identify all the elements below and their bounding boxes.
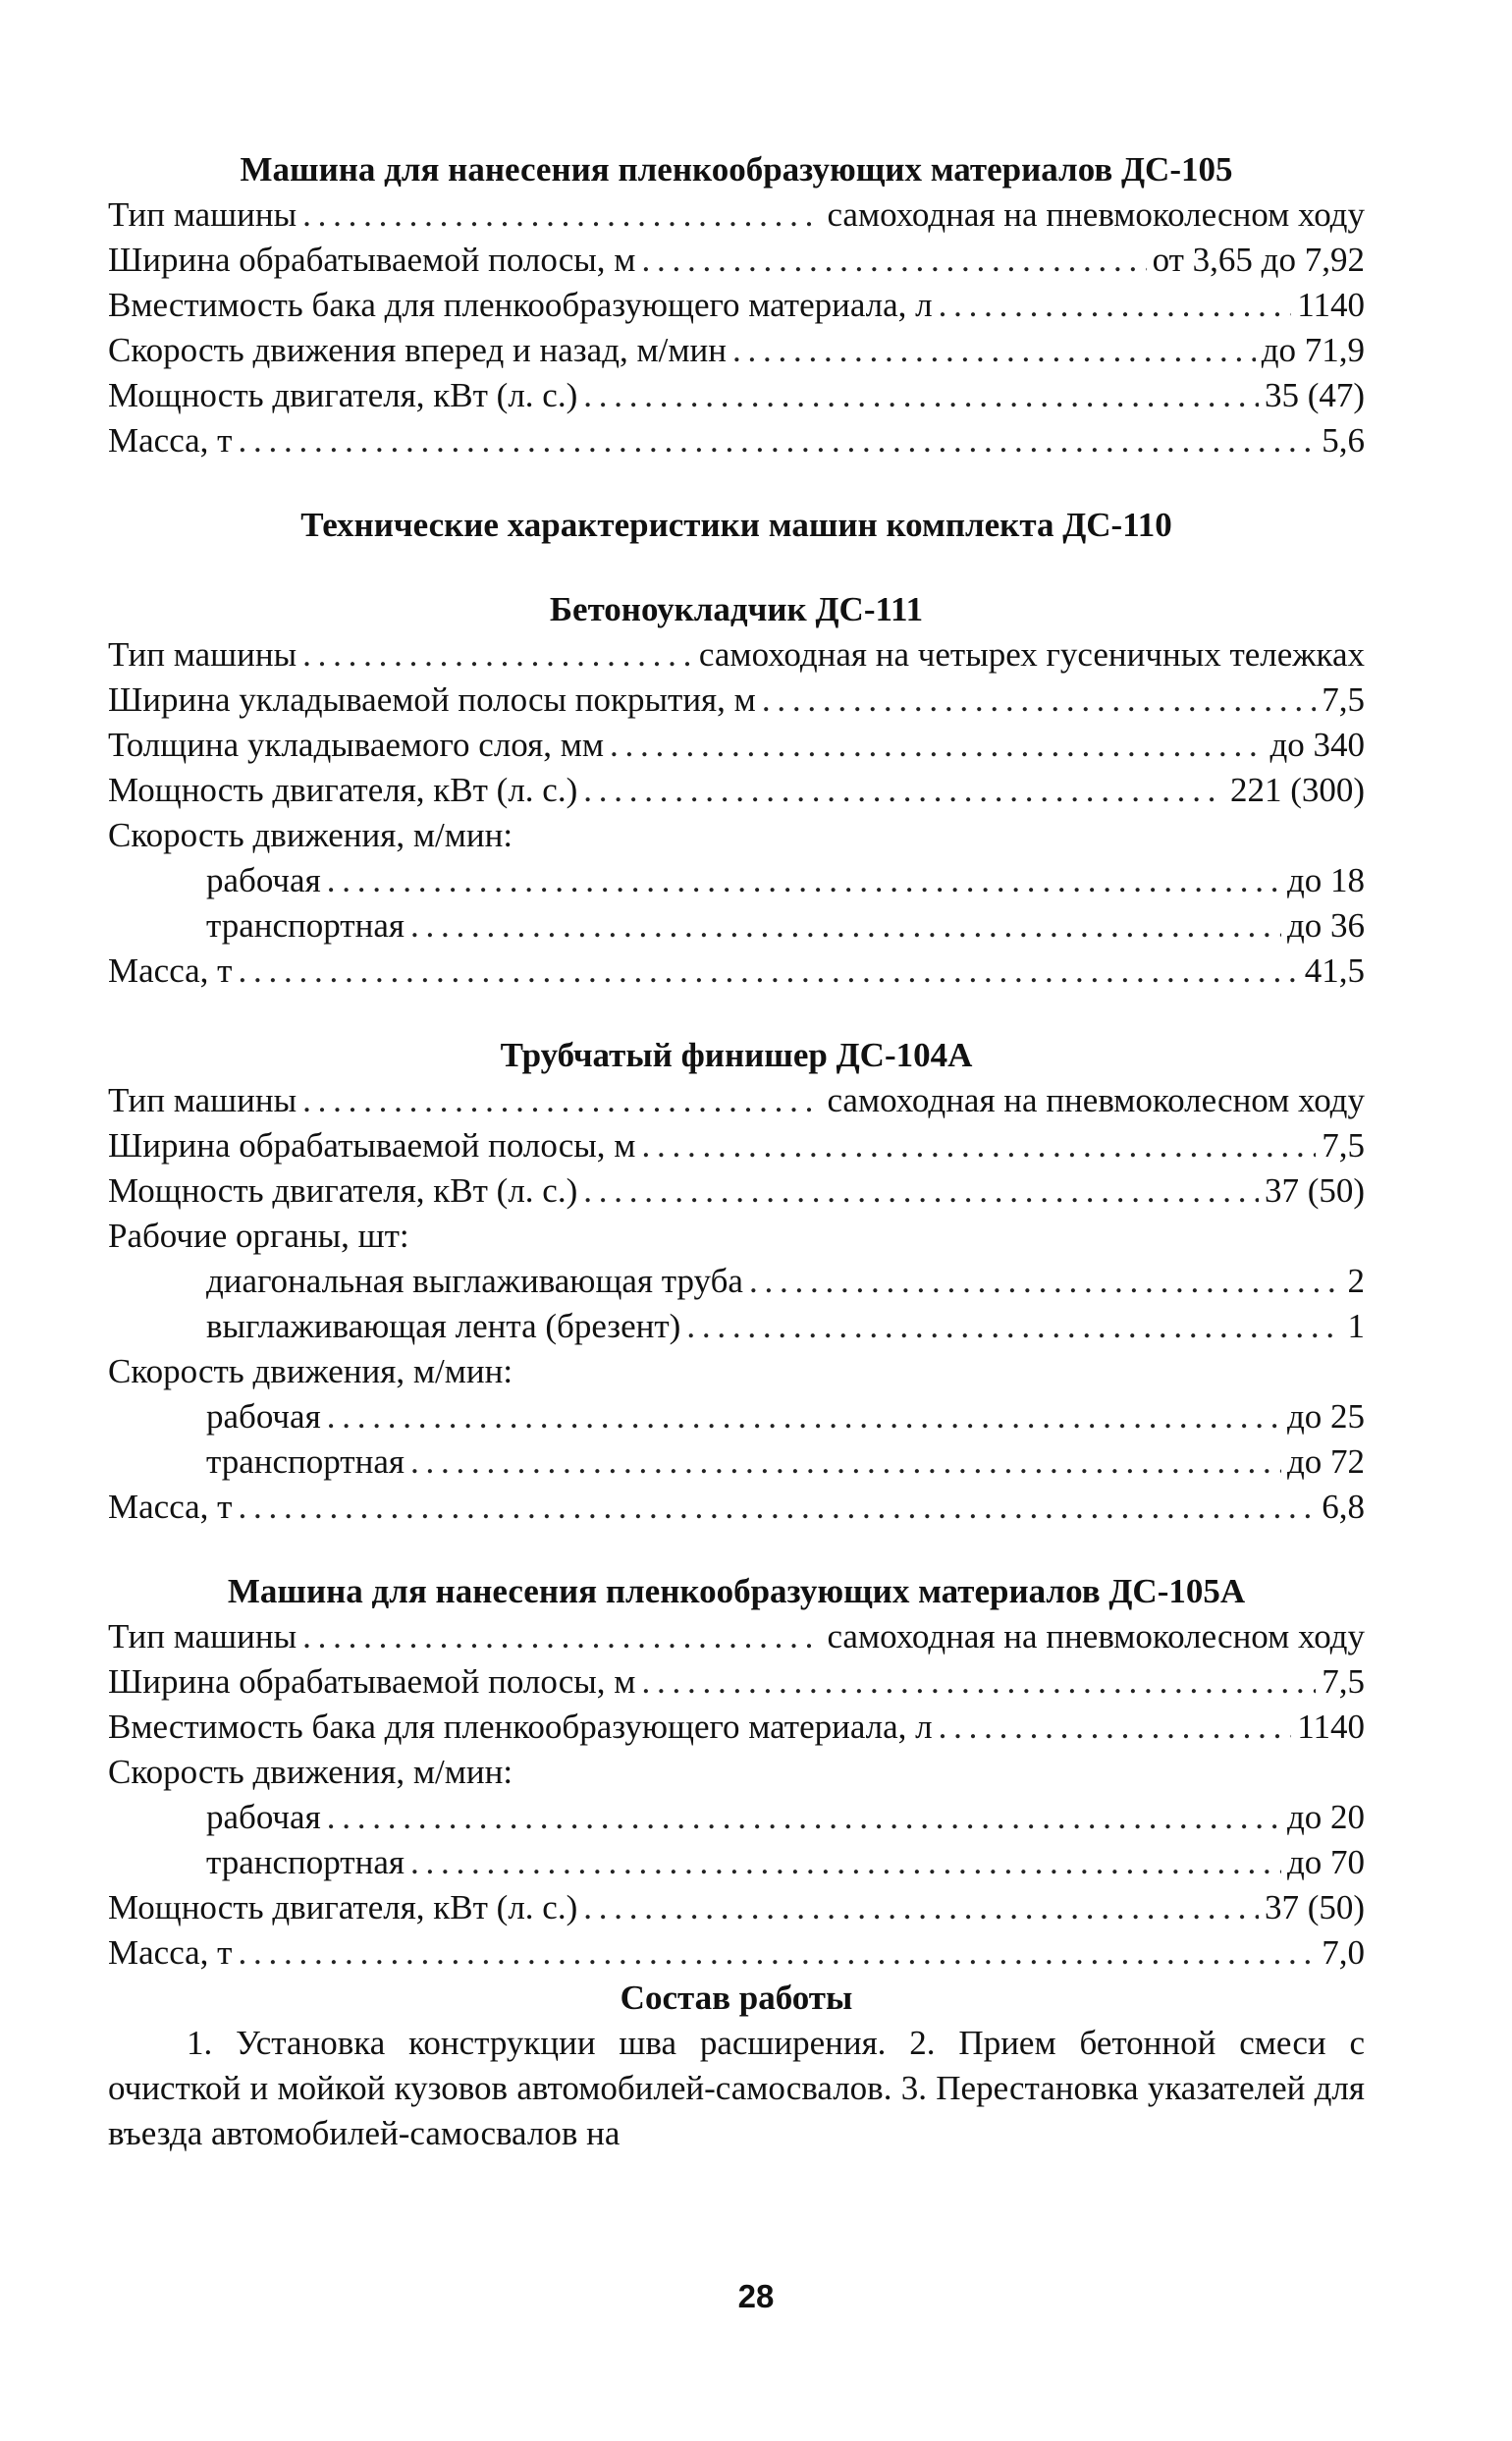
work-paragraph [108, 2021, 1365, 2156]
spec-value: до 36 [1286, 906, 1365, 945]
spec-value: 37 (50) [1264, 1888, 1365, 1926]
spec-label: Тип машины [108, 635, 297, 674]
spec-row [108, 283, 1365, 328]
leader-dots [686, 1304, 1341, 1349]
spec-row [108, 1795, 1365, 1840]
spec-value: до 25 [1286, 1397, 1365, 1436]
spec-label: Масса, т [108, 421, 233, 460]
leader-dots [302, 1078, 821, 1123]
spec-label: Ширина обрабатываемой полосы, м [108, 1662, 636, 1701]
leader-dots [302, 1614, 821, 1659]
spec-label: диагональная выглаживающая труба [206, 1262, 743, 1300]
section-title: Трубчатый финишер ДС-104А [500, 1036, 973, 1074]
leader-dots [302, 192, 821, 238]
spec-row [108, 328, 1365, 373]
spec-value: 7,5 [1322, 680, 1365, 719]
leader-dots [610, 723, 1264, 768]
spec-label: транспортная [206, 1442, 405, 1481]
spec-row [108, 1123, 1365, 1168]
spec-label: рабочая [206, 861, 321, 899]
spec-label: Скорость движения вперед и назад, м/мин [108, 331, 727, 369]
leader-dots [238, 1930, 1316, 1976]
spec-label: Ширина укладываемой полосы покрытия, м [108, 680, 756, 719]
spec-label: Мощность двигателя, кВт (л. с.) [108, 1171, 578, 1210]
spec-label: Ширина обрабатываемой полосы, м [108, 1126, 636, 1165]
work-title: Состав работы [620, 1979, 853, 2017]
leader-dots [583, 373, 1259, 418]
spec-row [108, 1485, 1365, 1530]
leader-dots [641, 238, 1146, 283]
spec-value: 5,6 [1322, 421, 1365, 460]
leader-dots [641, 1659, 1316, 1705]
leader-dots [410, 1439, 1281, 1485]
spec-row [108, 1705, 1365, 1750]
leader-dots [327, 1795, 1281, 1840]
leader-dots [302, 632, 693, 678]
spec-row [108, 632, 1365, 678]
spec-row [108, 373, 1365, 418]
spec-row [108, 1930, 1365, 1976]
spec-value: от 3,65 до 7,92 [1152, 241, 1365, 279]
spec-label: транспортная [206, 906, 405, 945]
leader-dots [749, 1259, 1342, 1304]
spec-label: Мощность двигателя, кВт (л. с.) [108, 1888, 578, 1926]
spec-row [108, 1659, 1365, 1705]
spec-value: 7,5 [1322, 1126, 1365, 1165]
section-title: Машина для нанесения пленкообразующих материалов ДС-105 [240, 150, 1233, 189]
spec-row [108, 1304, 1365, 1349]
spec-row [108, 1439, 1365, 1485]
spec-row [108, 418, 1365, 463]
spec-label: Тип машины [108, 195, 297, 234]
section-heading: Технические характеристики машин комплекта ДС-110 [300, 506, 1172, 544]
spec-value: самоходная на четырех гусеничных тележках [698, 635, 1365, 674]
leader-dots [583, 1885, 1259, 1930]
spec-label: Масса, т [108, 1488, 233, 1526]
page-number: 28 [737, 2278, 775, 2314]
spec-row [108, 1394, 1365, 1439]
spec-row [108, 1614, 1365, 1659]
spec-group-label: Скорость движения, м/мин: [108, 816, 513, 854]
spec-value: до 18 [1286, 861, 1365, 899]
spec-row [108, 903, 1365, 949]
spec-label: Масса, т [108, 951, 233, 990]
document-page [108, 147, 1365, 2156]
spec-value: 1140 [1297, 286, 1365, 324]
spec-value: 221 (300) [1229, 771, 1365, 809]
leader-dots [939, 1705, 1292, 1750]
spec-value: самоходная на пневмоколесном ходу [827, 1081, 1365, 1119]
spec-label: Вместимость бака для пленкообразующего материала, л [108, 286, 933, 324]
section-title: Машина для нанесения пленкообразующих материалов ДС-105А [227, 1572, 1246, 1610]
spec-value: 1 [1347, 1307, 1365, 1345]
spec-label: Мощность двигателя, кВт (л. с.) [108, 376, 578, 414]
spec-row [108, 1168, 1365, 1214]
leader-dots [238, 1485, 1316, 1530]
leader-dots [327, 858, 1281, 903]
spec-group-label: Скорость движения, м/мин: [108, 1352, 513, 1390]
spec-row [108, 768, 1365, 813]
spec-label: Тип машины [108, 1617, 297, 1655]
spec-row [108, 678, 1365, 723]
spec-value: до 71,9 [1261, 331, 1365, 369]
spec-value: 37 (50) [1264, 1171, 1365, 1210]
spec-row [108, 949, 1365, 994]
spec-row [108, 1259, 1365, 1304]
spec-value: 6,8 [1322, 1488, 1365, 1526]
leader-dots [410, 903, 1281, 949]
spec-row [108, 723, 1365, 768]
leader-dots [583, 1168, 1259, 1214]
spec-value: самоходная на пневмоколесном ходу [827, 1617, 1365, 1655]
spec-value: 41,5 [1304, 951, 1365, 990]
spec-value: 2 [1347, 1262, 1365, 1300]
leader-dots [238, 949, 1298, 994]
spec-group-label: Скорость движения, м/мин: [108, 1753, 513, 1791]
spec-label: Ширина обрабатываемой полосы, м [108, 241, 636, 279]
spec-value: до 70 [1286, 1843, 1365, 1881]
leader-dots [939, 283, 1292, 328]
leader-dots [641, 1123, 1316, 1168]
spec-row [108, 238, 1365, 283]
spec-value: до 340 [1269, 726, 1365, 764]
spec-label: выглаживающая лента (брезент) [206, 1307, 681, 1345]
leader-dots [238, 418, 1316, 463]
spec-value: 1140 [1297, 1708, 1365, 1746]
leader-dots [327, 1394, 1281, 1439]
spec-value: до 72 [1286, 1442, 1365, 1481]
spec-value: 35 (47) [1264, 376, 1365, 414]
spec-row [108, 1078, 1365, 1123]
spec-value: до 20 [1286, 1798, 1365, 1836]
spec-label: Масса, т [108, 1933, 233, 1972]
spec-value: 7,5 [1322, 1662, 1365, 1701]
spec-group-label: Рабочие органы, шт: [108, 1217, 409, 1255]
spec-value: самоходная на пневмоколесном ходу [827, 195, 1365, 234]
leader-dots [583, 768, 1224, 813]
section-title: Бетоноукладчик ДС-111 [549, 590, 924, 628]
spec-label: Мощность двигателя, кВт (л. с.) [108, 771, 578, 809]
leader-dots [410, 1840, 1281, 1885]
leader-dots [732, 328, 1256, 373]
spec-row [108, 858, 1365, 903]
spec-label: рабочая [206, 1798, 321, 1836]
spec-label: Толщина укладываемого слоя, мм [108, 726, 605, 764]
spec-label: рабочая [206, 1397, 321, 1436]
spec-row [108, 192, 1365, 238]
spec-label: Вместимость бака для пленкообразующего материала, л [108, 1708, 933, 1746]
leader-dots [762, 678, 1316, 723]
spec-label: транспортная [206, 1843, 405, 1881]
spec-label: Тип машины [108, 1081, 297, 1119]
spec-row [108, 1885, 1365, 1930]
spec-row [108, 1840, 1365, 1885]
spec-value: 7,0 [1322, 1933, 1365, 1972]
work-text: 1. Установка конструкции шва расширения. 2. Прием бетонной смеси с очисткой и мойкой кузовов автомобилей-самосвалов. 3. Перестановка указателей для въезда автомобилей-самосвалов на [108, 2024, 1365, 2152]
